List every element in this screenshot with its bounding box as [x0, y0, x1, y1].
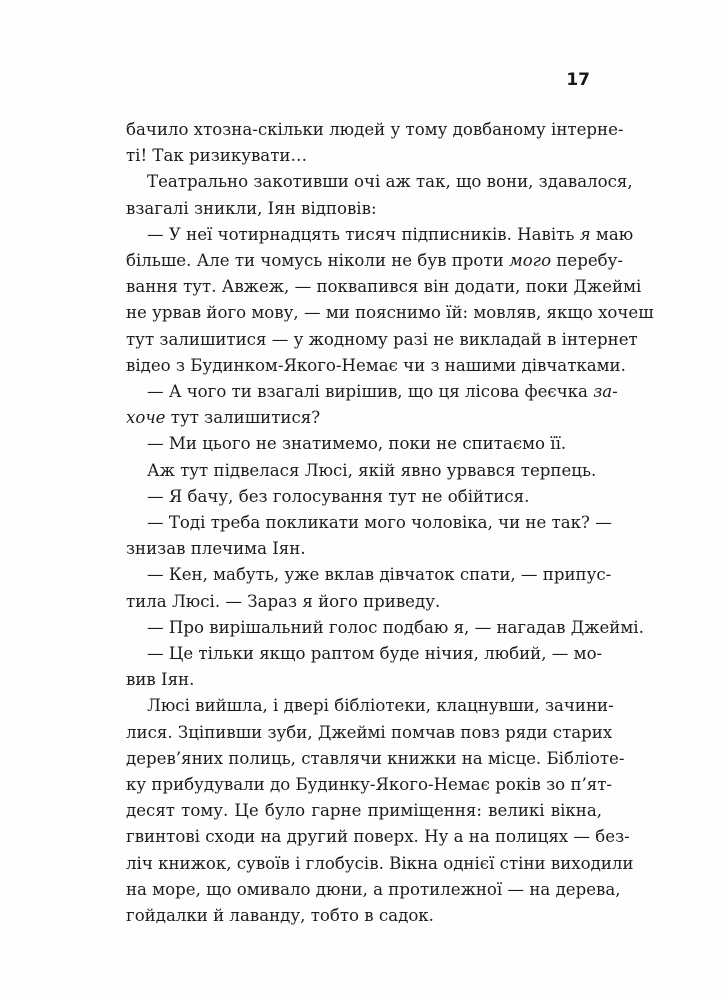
paragraph [126, 379, 618, 431]
text-line [126, 484, 602, 510]
text-line [126, 169, 633, 195]
body-text [126, 117, 654, 929]
text-run: — Про вирішальний голос подбаю я, — нагадав Джеймі. [147, 617, 644, 637]
text-line [126, 667, 602, 693]
text-line [126, 431, 602, 457]
text-run: більше. Але ти чомусь ніколи не був проти [126, 251, 509, 271]
text-run: гвинтові сходи на другий поверх. Ну а на полицях — без- [126, 827, 630, 847]
text-line [126, 353, 626, 379]
text-line [126, 877, 621, 903]
text-run: не урвав його мову, — ми пояснимо їй: мовляв, якщо хочеш [126, 303, 654, 323]
text-line [126, 536, 602, 562]
text-run: маю [590, 224, 634, 244]
text-run: відео з Будинком-Якого-Немає чи з нашими дівчатками. [126, 355, 626, 375]
text-line [126, 693, 614, 719]
paragraph [126, 117, 624, 169]
italic-text: за- [593, 382, 618, 402]
text-line [126, 824, 630, 850]
text-run: — Ми цього не знатимемо, поки не спитаємо її. [147, 434, 567, 454]
text-run: лися. Зціпивши зуби, Джеймі помчав повз ряди старих [126, 722, 613, 742]
text-line [126, 851, 634, 877]
text-line [126, 196, 602, 222]
text-run: гойдалки й лаванду, тобто в садок. [126, 906, 434, 926]
text-line [126, 458, 602, 484]
italic-text: я [579, 224, 591, 244]
paragraph [126, 431, 602, 457]
paragraph [126, 484, 602, 510]
text-run: Театрально закотивши очі аж так, що вони, здавалося, [147, 172, 633, 192]
paragraph [126, 562, 612, 614]
paragraph [126, 222, 654, 379]
text-run: — У неї чотирнадцять тисяч підписників. Навіть [147, 224, 580, 244]
text-run: ліч книжок, сувоїв і глобусів. Вікна однієї стіни виходили [126, 853, 634, 873]
text-line [126, 379, 618, 405]
text-line [126, 720, 613, 746]
text-line [126, 641, 602, 667]
text-line [126, 222, 634, 248]
text-run: взагалі зникли, Іян відповів: [126, 198, 377, 218]
text-run: — Я бачу, без голосування тут не обійтися. [147, 486, 530, 506]
text-run: вання тут. Авжеж, — поквапився він додати, поки Джеймі [126, 277, 642, 297]
text-line [126, 589, 602, 615]
text-line [126, 300, 654, 326]
text-line [126, 405, 602, 431]
paragraph [126, 641, 602, 693]
paragraph [126, 458, 602, 484]
text-line [126, 903, 602, 929]
text-run: знизав плечима Іян. [126, 539, 306, 559]
italic-text: хоче [126, 408, 166, 428]
text-line [126, 510, 612, 536]
text-line [126, 615, 644, 641]
text-line [126, 248, 624, 274]
text-run: тила Люсі. — Зараз я його приведу. [126, 591, 441, 611]
text-line [126, 143, 602, 169]
italic-text: мого [508, 251, 552, 271]
paragraph [126, 615, 644, 641]
text-run: — Це тільки якщо раптом буде нічия, любий, — мо- [147, 644, 603, 664]
text-run: перебу- [551, 251, 624, 271]
paragraph [126, 510, 612, 562]
text-line [126, 798, 602, 824]
text-run: тут залишитися — у жодному разі не викладай в інтернет [126, 329, 638, 349]
text-run: Люсі вийшла, і двері бібліотеки, клацнувши, зачини- [147, 696, 614, 716]
paragraph [126, 693, 634, 929]
text-run: тут залишитися? [165, 408, 321, 428]
text-run: бачило хтозна-скільки людей у тому довбаному інтерне- [126, 120, 624, 139]
text-run: — А чого ти взагалі вирішив, що ця лісова феєчка [147, 382, 594, 402]
text-line [126, 562, 612, 588]
text-run: ті! Так ризикувати… [126, 146, 308, 166]
text-run: на море, що омивало дюни, а протилежної — на дерева, [126, 879, 621, 899]
text-line [126, 327, 638, 353]
text-line [126, 772, 613, 798]
text-run: дерев’яних полиць, ставлячи книжки на місце. Бібліоте- [126, 748, 625, 768]
text-run: ку прибудували до Будинку-Якого-Немає років зо п’ят- [126, 775, 613, 795]
text-run: Аж тут підвелася Люсі, якій явно урвався терпець. [147, 460, 597, 480]
text-run: десят тому. Це було гарне приміщення: великі вікна, [126, 801, 602, 821]
text-run: — Тоді треба покликати мого чоловіка, чи не так? — [147, 513, 612, 533]
text-run: — Кен, мабуть, уже вклав дівчаток спати, — припус- [147, 565, 612, 585]
text-line [126, 274, 642, 300]
text-line [126, 746, 625, 772]
paragraph [126, 169, 633, 221]
text-line [126, 117, 624, 143]
text-run: вив Іян. [126, 670, 195, 690]
page-number: 17 [566, 70, 590, 90]
